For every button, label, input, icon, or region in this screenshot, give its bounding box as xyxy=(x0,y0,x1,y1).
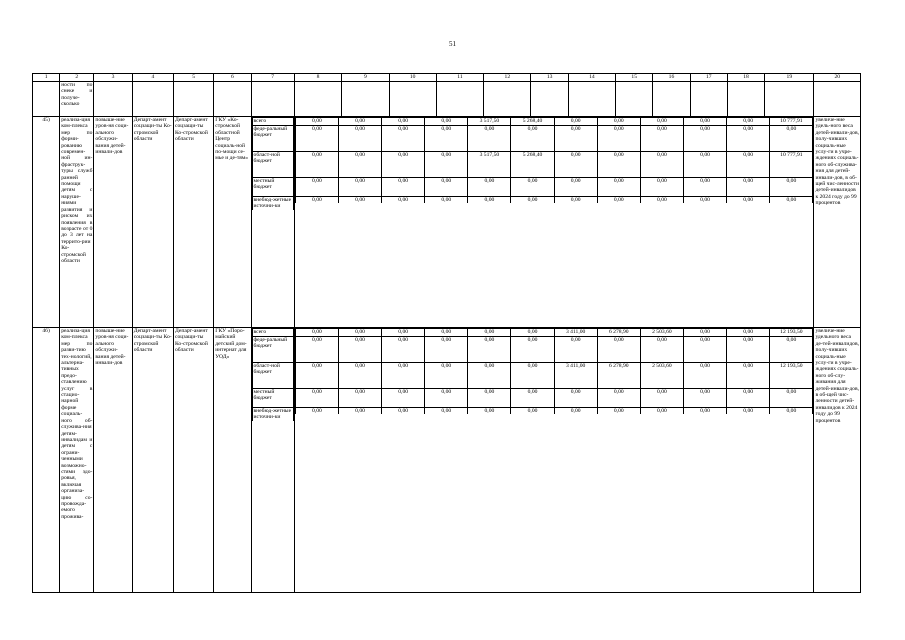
funding-value: 0,00 xyxy=(468,197,511,204)
funding-value: 0,00 xyxy=(511,178,554,197)
funding-values-row xyxy=(295,363,813,389)
funding-source: всего xyxy=(252,118,293,126)
funding-value: 0,00 xyxy=(511,363,554,389)
funding-value: 0,00 xyxy=(683,408,726,415)
funding-value: 0,00 xyxy=(295,329,338,337)
col-header: 17 xyxy=(690,74,727,82)
funding-value: 0,00 xyxy=(295,118,338,126)
continuation-text: ности по снеке и получе-сколько xyxy=(60,82,94,117)
col-header: 2 xyxy=(60,74,94,82)
funding-value: 0,00 xyxy=(425,363,468,389)
funding-value: 0,00 xyxy=(382,152,425,178)
col-header: 10 xyxy=(389,74,436,82)
funding-value: 0,00 xyxy=(338,363,381,389)
col-header: 8 xyxy=(294,74,341,82)
funding-value: 0,00 xyxy=(770,197,813,204)
col-header: 13 xyxy=(531,74,568,82)
funding-value: 0,00 xyxy=(770,337,813,363)
funding-value: 10 777,91 xyxy=(770,152,813,178)
goal-cell: повыше-ние уров-ня соци-ального обслужи-вания детей-инвали-дов xyxy=(94,117,132,328)
funding-value: 0,00 xyxy=(554,408,597,415)
funding-value: 0,00 xyxy=(727,126,770,152)
funding-value: 0,00 xyxy=(468,178,511,197)
funding-value: 0,00 xyxy=(554,389,597,408)
funding-value: 0,00 xyxy=(338,337,381,363)
funding-value: 6 278,90 xyxy=(597,329,640,337)
funding-value: 0,00 xyxy=(727,118,770,126)
funding-values-row xyxy=(295,126,813,152)
col-header: 11 xyxy=(436,74,483,82)
col-header: 5 xyxy=(173,74,213,82)
funding-value: 0,00 xyxy=(597,126,640,152)
funding-value: 0,00 xyxy=(382,363,425,389)
funding-value: 0,00 xyxy=(727,389,770,408)
funding-value: 0,00 xyxy=(295,408,338,415)
funding-value: 0,00 xyxy=(425,337,468,363)
funding-value: 0,00 xyxy=(295,152,338,178)
funding-value: 0,00 xyxy=(425,408,468,415)
funding-source-cell xyxy=(251,117,294,328)
funding-value: 0,00 xyxy=(425,118,468,126)
funding-value: 0,00 xyxy=(468,126,511,152)
funding-value: 5 268,40 xyxy=(511,152,554,178)
funding-value: 0,00 xyxy=(511,408,554,415)
col-header: 18 xyxy=(727,74,764,82)
funding-source: област-ной бюджет xyxy=(252,363,293,389)
funding-value: 0,00 xyxy=(683,337,726,363)
funding-value: 3 517,50 xyxy=(468,118,511,126)
funding-value: 0,00 xyxy=(382,408,425,415)
funding-value: 12 193,50 xyxy=(770,329,813,337)
col-header: 6 xyxy=(214,74,251,82)
funding-values-row xyxy=(295,408,813,415)
funding-value: 0,00 xyxy=(640,152,683,178)
funding-value: 0,00 xyxy=(511,329,554,337)
funding-value: 0,00 xyxy=(597,152,640,178)
funding-value: 0,00 xyxy=(511,389,554,408)
funding-value: 0,00 xyxy=(640,118,683,126)
program-table xyxy=(32,73,861,593)
funding-value: 0,00 xyxy=(683,126,726,152)
funding-value: 0,00 xyxy=(295,389,338,408)
col-header: 15 xyxy=(616,74,653,82)
funding-value: 0,00 xyxy=(683,363,726,389)
funding-source: феде-ральный бюджет xyxy=(252,337,293,363)
col-header: 12 xyxy=(484,74,531,82)
funding-values-row xyxy=(295,329,813,337)
col-header: 14 xyxy=(568,74,615,82)
funding-value: 0,00 xyxy=(338,126,381,152)
funding-value: 0,00 xyxy=(382,126,425,152)
funding-value: 0,00 xyxy=(597,197,640,204)
funding-values-grid xyxy=(295,328,814,414)
funding-value: 0,00 xyxy=(727,337,770,363)
col-header: 3 xyxy=(94,74,132,82)
funding-value: 0,00 xyxy=(295,126,338,152)
funding-values-row xyxy=(295,389,813,408)
goal-cell: повыше-ние уров-ня соци-ального обслужи-вания детей-инвали-дов xyxy=(94,328,132,593)
table-row xyxy=(33,328,861,593)
funding-value: 0,00 xyxy=(770,178,813,197)
funding-value: 0,00 xyxy=(338,118,381,126)
funding-value: 0,00 xyxy=(425,152,468,178)
funding-value: 0,00 xyxy=(640,197,683,204)
funding-value: 0,00 xyxy=(554,178,597,197)
funding-value: 0,00 xyxy=(554,197,597,204)
funding-source: внебюд-жетные источни-ки xyxy=(252,408,293,421)
funding-value: 0,00 xyxy=(640,337,683,363)
funding-source: местный бюджет xyxy=(252,178,293,197)
funding-value: 0,00 xyxy=(727,197,770,204)
funding-value: 0,00 xyxy=(683,329,726,337)
row-number: 45) xyxy=(33,117,60,328)
funding-source: феде-ральный бюджет xyxy=(252,126,293,152)
col-header: 16 xyxy=(653,74,690,82)
funding-value: 0,00 xyxy=(338,152,381,178)
funding-value: 0,00 xyxy=(683,118,726,126)
funding-source: местный бюджет xyxy=(252,389,293,408)
funding-value: 0,00 xyxy=(727,363,770,389)
funding-value: 0,00 xyxy=(597,178,640,197)
funding-value: 0,00 xyxy=(295,178,338,197)
funding-values-cell xyxy=(294,328,814,593)
funding-values-row xyxy=(295,337,813,363)
continuation-row xyxy=(33,82,861,117)
funding-value: 0,00 xyxy=(683,178,726,197)
funding-value: 0,00 xyxy=(468,363,511,389)
funding-value: 0,00 xyxy=(554,152,597,178)
coexecutor-cell: Департ-амент соцзащи-ты Ко-стромской области xyxy=(173,117,213,328)
result-cell: увеличе-ние удельного веса де-тей-инвалидов, полу-чивших социаль-ные услу-ги в учре-ждениях социаль-ного об-слу-живания для детей-инвали-дов, в об-щей чис-ленности детей-инвалидов к 2024 году до 99 процентов xyxy=(814,328,861,593)
funding-values-row xyxy=(295,178,813,197)
funding-value: 0,00 xyxy=(597,408,640,415)
funding-value: 0,00 xyxy=(640,389,683,408)
col-header: 9 xyxy=(342,74,389,82)
funding-source: внебюд-жетные источни-ки xyxy=(252,197,293,210)
funding-value: 0,00 xyxy=(295,363,338,389)
funding-value: 0,00 xyxy=(683,389,726,408)
col-header: 19 xyxy=(765,74,814,82)
funding-value: 0,00 xyxy=(338,408,381,415)
funding-value: 0,00 xyxy=(683,152,726,178)
table-row xyxy=(33,117,861,328)
funding-value: 0,00 xyxy=(727,152,770,178)
funding-value: 0,00 xyxy=(295,197,338,204)
funding-source: всего xyxy=(252,329,293,337)
funding-value: 0,00 xyxy=(382,389,425,408)
funding-value: 0,00 xyxy=(554,337,597,363)
funding-value: 6 278,90 xyxy=(597,363,640,389)
funding-value: 0,00 xyxy=(425,389,468,408)
funding-value: 0,00 xyxy=(425,197,468,204)
funding-value: 0,00 xyxy=(554,126,597,152)
funding-value: 0,00 xyxy=(468,389,511,408)
funding-value: 10 777,91 xyxy=(770,118,813,126)
funding-source: област-ной бюджет xyxy=(252,152,293,178)
col-header: 20 xyxy=(814,74,861,82)
funding-value: 0,00 xyxy=(382,337,425,363)
funding-values-row xyxy=(295,197,813,204)
funding-value: 0,00 xyxy=(338,178,381,197)
measure-cell: реализа-ция ком-плекса мер по форми-рованию современ-ной ин-фраструк-туры служб ранней помощи детям с наруше-ниями развития и риском их появления в возрасте от 0 до 3 лет на террито-рии Ко-стромской области xyxy=(60,117,94,328)
funding-value: 0,00 xyxy=(382,197,425,204)
funding-value: 0,00 xyxy=(468,329,511,337)
col-header: 7 xyxy=(251,74,294,82)
funding-value: 0,00 xyxy=(727,329,770,337)
row-number: 46) xyxy=(33,328,60,593)
funding-value: 0,00 xyxy=(425,178,468,197)
funding-value: 0,00 xyxy=(511,197,554,204)
funding-value: 0,00 xyxy=(640,178,683,197)
funding-value: 0,00 xyxy=(425,126,468,152)
funding-value: 2 503,60 xyxy=(640,363,683,389)
funding-values-grid xyxy=(295,117,814,203)
funding-value: 0,00 xyxy=(382,118,425,126)
funding-value: 0,00 xyxy=(338,329,381,337)
institution-cell: ГКУ «Ко-стромской областной Центр социаль-ной по-мощи се-мье и де-тям» xyxy=(214,117,251,328)
coexecutor-cell: Департ-амент соцзащи-ты Ко-стромской области xyxy=(173,328,213,593)
funding-value: 0,00 xyxy=(338,389,381,408)
funding-value: 0,00 xyxy=(468,408,511,415)
funding-value: 0,00 xyxy=(597,118,640,126)
funding-value: 2 503,60 xyxy=(640,329,683,337)
funding-value: 12 193,50 xyxy=(770,363,813,389)
col-header: 4 xyxy=(132,74,173,82)
page-number: 51 xyxy=(449,40,456,48)
measure-cell: реализа-ция ком-плекса мер по разви-тию тех-нологий, альтерна-тивных предо-ставлению услуг в стацио-нарной форме социаль-ного об-служива-ния детям-инвалидам и детям с ограни-ченными возможно-стями здо-ровья, включая организа-цию со-провожда-емого прожива- xyxy=(60,328,94,593)
funding-value: 0,00 xyxy=(295,337,338,363)
funding-value: 3 411,00 xyxy=(554,329,597,337)
funding-value: 0,00 xyxy=(727,408,770,415)
funding-values-row xyxy=(295,152,813,178)
funding-value: 0,00 xyxy=(554,118,597,126)
funding-value: 3 411,00 xyxy=(554,363,597,389)
funding-source-cell xyxy=(251,328,294,593)
funding-values-cell xyxy=(294,117,814,328)
funding-value: 0,00 xyxy=(511,126,554,152)
funding-value: 0,00 xyxy=(382,178,425,197)
executor-cell: Департ-амент соцзащи-ты Ко-стромской области xyxy=(132,328,173,593)
funding-value: 0,00 xyxy=(640,126,683,152)
funding-value: 0,00 xyxy=(425,329,468,337)
funding-value: 0,00 xyxy=(770,126,813,152)
funding-value: 0,00 xyxy=(338,197,381,204)
funding-value: 3 517,50 xyxy=(468,152,511,178)
institution-cell: ГКУ «Поро-майский детский дом-интернат для УОД» xyxy=(214,328,251,593)
header-row xyxy=(33,74,861,82)
col-header: 1 xyxy=(33,74,60,82)
funding-values-row xyxy=(295,118,813,126)
funding-value: 0,00 xyxy=(597,337,640,363)
funding-value: 0,00 xyxy=(468,337,511,363)
funding-value: 5 268,40 xyxy=(511,118,554,126)
funding-value: 0,00 xyxy=(640,408,683,415)
funding-value: 0,00 xyxy=(511,337,554,363)
funding-value: 0,00 xyxy=(770,408,813,415)
executor-cell: Департ-амент соцзащи-ты Ко-стромской области xyxy=(132,117,173,328)
funding-value: 0,00 xyxy=(382,329,425,337)
funding-value: 0,00 xyxy=(770,389,813,408)
funding-value: 0,00 xyxy=(597,389,640,408)
funding-value: 0,00 xyxy=(683,197,726,204)
funding-value: 0,00 xyxy=(727,178,770,197)
result-cell: увеличе-ние удель-ного веса детей-инвали-дов, полу-чивших социаль-ные услу-ги в учре-ждениях социаль-ного об-служива-ния для детей-инвали-дов, в об-щей чис-ленности детей-инвалидов к 2024 году до 99 процентов xyxy=(814,117,861,328)
